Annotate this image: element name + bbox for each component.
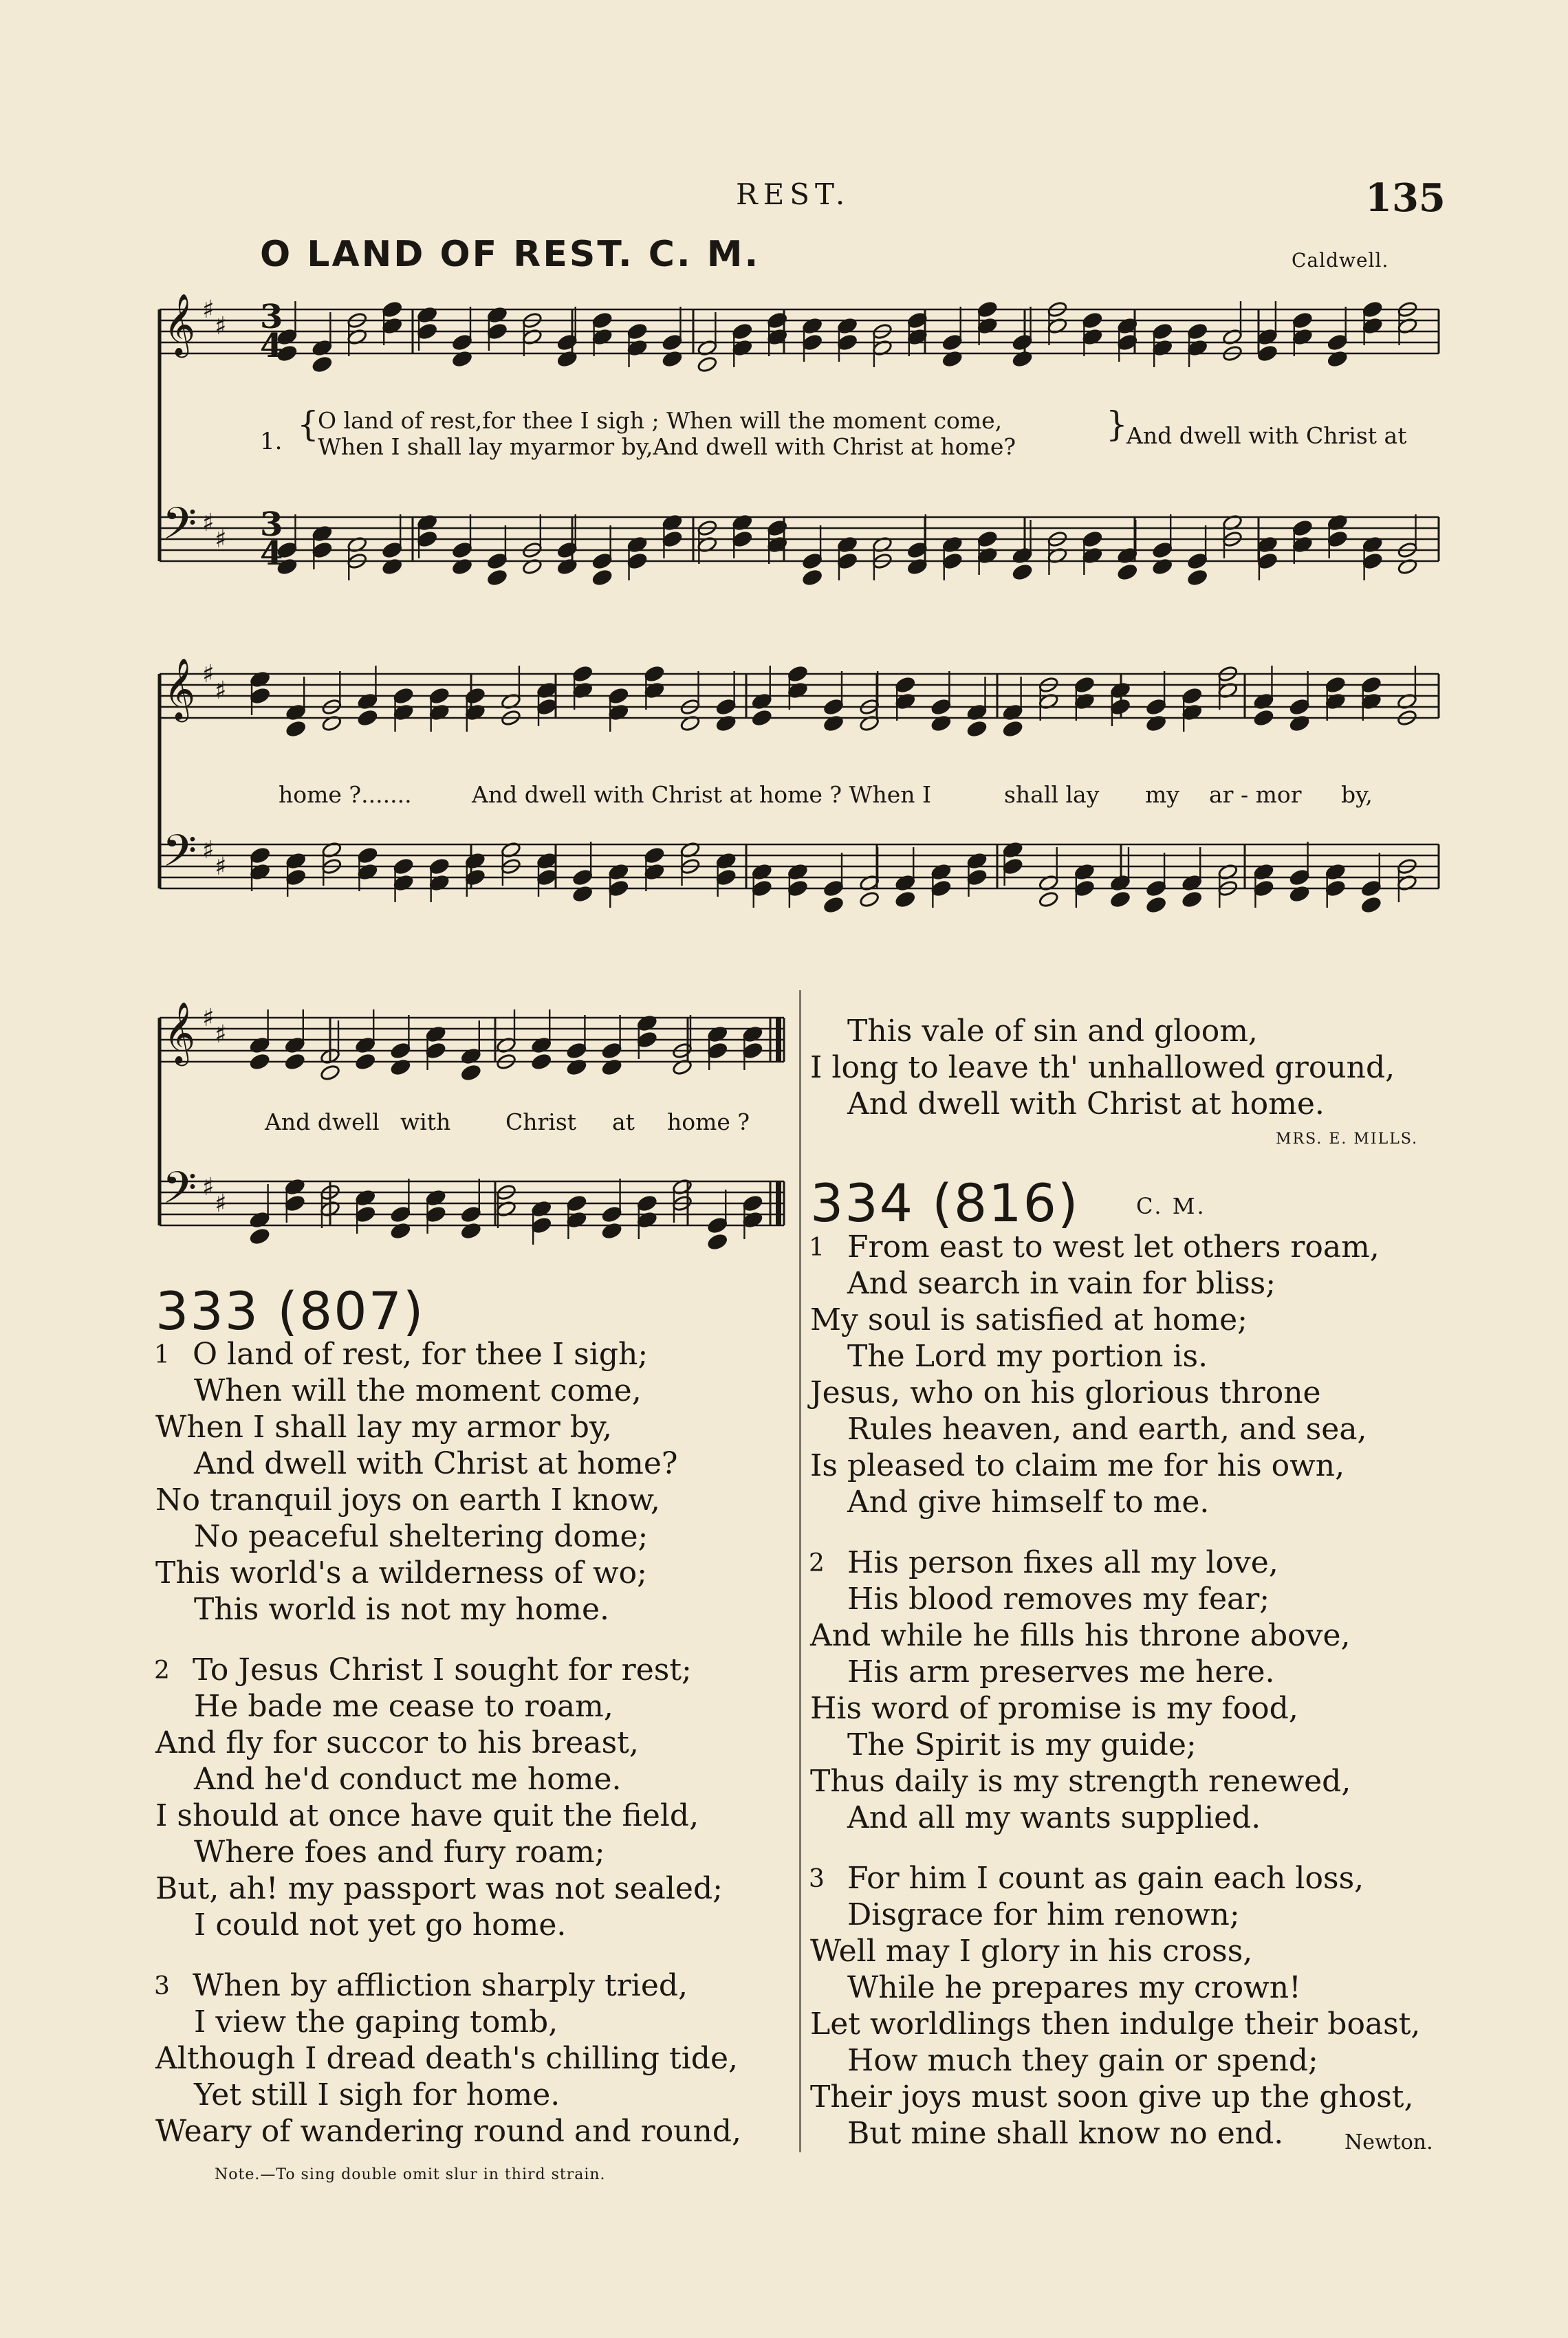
bass-note xyxy=(487,569,508,586)
lyric-s3-d: at xyxy=(612,1108,635,1135)
hymn-333-number: 333 (807) xyxy=(155,1280,425,1342)
bass-note xyxy=(895,891,915,908)
lyric-s3-a: And dwell xyxy=(265,1108,380,1135)
sharp-icon: ♯ xyxy=(215,853,227,881)
bass-note xyxy=(429,857,450,875)
bass-note xyxy=(802,569,823,586)
bass-note xyxy=(1082,530,1102,547)
bass-note xyxy=(393,857,413,875)
hymn-334-meter: C. M. xyxy=(1136,1193,1206,1219)
time-sig-top-bass: 3 xyxy=(260,505,283,544)
hymn-333-stanza-number: 3 xyxy=(154,1972,170,2000)
bass-note xyxy=(357,846,378,864)
treble-note xyxy=(557,334,578,351)
treble-note xyxy=(390,1042,411,1059)
bass-note xyxy=(1117,563,1137,580)
treble-note xyxy=(1110,698,1131,715)
sharp-icon: ♯ xyxy=(202,660,215,688)
hymn-333-verse-line: O land of rest, for thee I sigh; xyxy=(193,1337,649,1372)
treble-note xyxy=(662,334,682,351)
continuation-line: I long to leave th' unhallowed ground, xyxy=(810,1050,1395,1085)
hymn-334-verse-line: Rules heaven, and earth, and sea, xyxy=(847,1412,1367,1447)
hymn-334-verse-line: His person fixes all my love, xyxy=(847,1545,1278,1580)
treble-note xyxy=(461,1064,481,1081)
bass-note xyxy=(601,1205,622,1223)
hymn-334-verse-line: His arm preserves me here. xyxy=(847,1654,1275,1690)
treble-note xyxy=(752,709,772,726)
treble-note xyxy=(837,334,858,351)
hymn-333-verse-line: This world's a wilderness of wo; xyxy=(155,1555,647,1591)
time-signature-bass xyxy=(260,505,283,573)
treble-note xyxy=(487,323,508,340)
bass-note xyxy=(1152,541,1173,558)
bass-note xyxy=(930,880,951,897)
hymn-334-verse-line: And while he fills his throne above, xyxy=(810,1618,1351,1653)
treble-note xyxy=(966,720,987,737)
lyric-s3-c: Christ xyxy=(505,1108,577,1135)
bass-note xyxy=(1361,880,1382,897)
lyric-s3-b: with xyxy=(400,1108,451,1135)
page-number: 135 xyxy=(1365,175,1446,221)
treble-note xyxy=(1012,334,1032,351)
treble-note xyxy=(977,301,997,318)
bass-note xyxy=(285,1194,305,1212)
bass-note xyxy=(1110,891,1131,908)
hymn-334-verse-line: Jesus, who on his glorious throne xyxy=(810,1375,1321,1410)
lyric-s2-b: And dwell with Christ at home ? When I xyxy=(472,781,932,808)
bass-note xyxy=(732,530,752,547)
lyric-refrain: And dwell with Christ at xyxy=(1126,422,1407,449)
treble-note xyxy=(452,334,472,351)
bass-note xyxy=(355,1205,375,1223)
hymn-333-verse-line: I could not yet go home. xyxy=(194,1908,567,1943)
treble-note xyxy=(697,356,717,373)
treble-note xyxy=(1253,709,1274,726)
time-signature-treble xyxy=(260,298,283,365)
treble-note xyxy=(732,323,752,340)
treble-note xyxy=(1289,698,1309,715)
bass-note xyxy=(787,880,808,897)
bass-note xyxy=(390,1205,411,1223)
hymn-333-verse-line: And he'd conduct me home. xyxy=(194,1762,622,1797)
treble-note xyxy=(1327,334,1348,351)
treble-note xyxy=(320,1064,340,1081)
bass-note xyxy=(942,552,963,569)
lyric-line-2: When I shall lay myarmor by,And dwell with Christ at home? xyxy=(318,433,1016,460)
lyric-s2-a: home ?....... xyxy=(279,781,412,808)
treble-note xyxy=(1292,312,1313,329)
treble-clef-icon: 𝄞 xyxy=(164,1002,196,1064)
treble-note xyxy=(285,720,306,737)
treble-note xyxy=(1002,720,1023,737)
treble-note xyxy=(930,698,951,715)
treble-clef-icon: 𝄞 xyxy=(164,658,196,720)
hymn-333-verse-line: Where foes and fury roam; xyxy=(194,1835,605,1870)
bass-note xyxy=(531,1216,552,1234)
bass-note xyxy=(1187,569,1208,586)
bass-note xyxy=(823,896,844,913)
lyric-s3-e: home ? xyxy=(667,1108,750,1135)
bass-note xyxy=(1292,519,1313,536)
treble-note xyxy=(1146,698,1166,715)
bass-note xyxy=(249,1227,270,1245)
hymn-334-verse-line: And all my wants supplied. xyxy=(847,1800,1261,1835)
hymn-334-verse-line: Is pleased to claim me for his own, xyxy=(810,1448,1345,1483)
treble-note xyxy=(566,1042,587,1059)
treble-note xyxy=(382,301,402,318)
sharp-icon: ♯ xyxy=(215,525,227,554)
hymn-333-verse-line: I should at once have quit the field, xyxy=(155,1798,699,1833)
sharp-icon: ♯ xyxy=(215,1190,227,1218)
bass-note xyxy=(566,1194,587,1212)
treble-note xyxy=(393,687,413,704)
hymn-334-verse-line: Thus daily is my strength renewed, xyxy=(810,1764,1351,1799)
hymn-334-verse-line: And give himself to me. xyxy=(847,1485,1210,1520)
treble-note xyxy=(591,312,612,329)
sharp-icon: ♯ xyxy=(202,509,215,537)
hymn-333-verse-line: Yet still I sigh for home. xyxy=(194,2077,560,2112)
sharp-icon: ♯ xyxy=(215,1020,227,1049)
hymn-334-verse-line: Well may I glory in his cross, xyxy=(810,1934,1253,1969)
time-sig-bottom-bass: 4 xyxy=(260,534,283,573)
hymn-333-verse-line: And fly for succor to his breast, xyxy=(155,1725,639,1760)
hymn-333-verse-line: No tranquil joys on earth I know, xyxy=(155,1483,660,1518)
hymn-334-number: 334 (816) xyxy=(810,1172,1080,1234)
treble-note xyxy=(707,1042,728,1059)
treble-note xyxy=(1152,323,1173,340)
treble-note xyxy=(536,698,557,715)
hymn-333-verse-line: But, ah! my passport was not sealed; xyxy=(155,1871,723,1906)
treble-note xyxy=(1074,676,1095,693)
bass-note xyxy=(627,552,647,569)
bass-note xyxy=(250,846,270,864)
hymn-334-verse-line: The Spirit is my guide; xyxy=(847,1727,1197,1762)
hymn-334-verse-line: While he prepares my crown! xyxy=(847,1970,1301,2005)
treble-note xyxy=(627,323,647,340)
treble-note xyxy=(1257,345,1278,362)
treble-note xyxy=(312,356,332,373)
treble-note xyxy=(895,676,915,693)
bass-note xyxy=(452,541,472,558)
treble-note xyxy=(1082,312,1102,329)
bass-note xyxy=(536,868,557,886)
hymn-334-verse-line: His word of promise is my food, xyxy=(810,1691,1298,1726)
hymn-333-verse-line: Although I dread death's chilling tide, xyxy=(155,2041,738,2076)
sharp-icon: ♯ xyxy=(215,312,227,340)
bass-note xyxy=(837,552,858,569)
treble-note xyxy=(249,1053,270,1070)
hymn-334-stanza-number: 1 xyxy=(809,1234,825,1262)
treble-note xyxy=(531,1053,552,1070)
composer: Caldwell. xyxy=(1292,249,1389,272)
hymn-334-verse-line: And search in vain for bliss; xyxy=(847,1266,1276,1301)
hymn-333-verse-line: He bade me cease to roam, xyxy=(194,1689,613,1724)
hymn-333-author: MRS. E. MILLS. xyxy=(1276,1130,1419,1148)
bass-note xyxy=(742,1194,763,1212)
treble-note xyxy=(572,665,593,682)
bass-note xyxy=(608,880,629,897)
bass-clef-icon: 𝄢 xyxy=(162,1163,197,1225)
hymn-333-verse-line: When I shall lay my armor by, xyxy=(155,1410,612,1445)
bass-note xyxy=(1257,552,1278,569)
bass-note xyxy=(461,1205,481,1223)
bass-clef-icon: 𝄢 xyxy=(162,499,197,560)
sharp-icon: ♯ xyxy=(202,296,215,324)
hymn-333-stanza-number: 2 xyxy=(154,1657,170,1685)
bass-note xyxy=(1187,552,1208,569)
bass-note xyxy=(977,530,997,547)
bass-note xyxy=(417,530,437,547)
hymn-334-verse-line: Let worldlings then indulge their boast, xyxy=(810,2007,1421,2042)
bass-note xyxy=(966,868,987,886)
hymn-334-verse-line: For him I count as gain each loss, xyxy=(847,1861,1364,1896)
bass-note xyxy=(637,1194,657,1212)
bass-note xyxy=(312,541,332,558)
bass-note xyxy=(1362,552,1382,569)
continuation-line: And dwell with Christ at home. xyxy=(847,1086,1325,1122)
continuation-line: This vale of sin and gloom, xyxy=(847,1014,1258,1049)
footnote: Note.—To sing double omit slur in third strain. xyxy=(215,2166,606,2183)
hymn-334-stanza-number: 2 xyxy=(809,1549,825,1577)
bass-note xyxy=(662,530,682,547)
bass-note xyxy=(752,880,772,897)
hymn-334-verse-line: How much they gain or spend; xyxy=(847,2043,1318,2078)
lyric-line-1: O land of rest,for thee I sigh ; When will the moment come, xyxy=(318,407,1003,434)
tune-title: O LAND OF REST. C. M. xyxy=(260,234,761,275)
lyric-s2-e: ar - mor xyxy=(1209,781,1302,808)
hymn-334-verse-line: The Lord my portion is. xyxy=(847,1339,1208,1374)
treble-note xyxy=(417,323,437,340)
treble-note xyxy=(942,334,963,351)
hymn-334-verse-line: His blood removes my fear; xyxy=(847,1582,1270,1617)
bass-note xyxy=(591,552,612,569)
treble-note xyxy=(1325,676,1346,693)
treble-note xyxy=(644,665,664,682)
hymn-333-verse-line: I view the gaping tomb, xyxy=(194,2004,558,2040)
bass-note xyxy=(1146,896,1166,913)
hymn-333-verse-line: Weary of wandering round and round, xyxy=(155,2114,742,2149)
treble-note xyxy=(787,665,808,682)
treble-note xyxy=(637,1031,657,1048)
hymn-333-verse-line: This world is not my home. xyxy=(194,1592,610,1627)
treble-note xyxy=(429,687,450,704)
bass-note xyxy=(1253,880,1274,897)
hymn-334-author: Newton. xyxy=(1344,2130,1433,2154)
hymn-334-stanza-number: 3 xyxy=(809,1865,825,1893)
hymn-333-verse-line: And dwell with Christ at home? xyxy=(194,1446,678,1481)
treble-note xyxy=(601,1042,622,1059)
hymn-334-verse-line: Their joys must soon give up the ghost, xyxy=(810,2079,1414,2115)
treble-note xyxy=(357,709,378,726)
time-sig-top: 3 xyxy=(260,298,283,336)
hymn-334-verse-line: My soul is satisfied at home; xyxy=(810,1302,1248,1337)
bass-note xyxy=(1038,891,1059,908)
treble-clef-icon: 𝄞 xyxy=(164,294,196,356)
brace-left-icon: { xyxy=(297,404,319,444)
bass-note xyxy=(1002,857,1023,875)
bass-note xyxy=(1327,530,1348,547)
treble-note xyxy=(823,698,844,715)
bass-note xyxy=(487,552,508,569)
sharp-icon: ♯ xyxy=(202,1004,215,1032)
bass-note xyxy=(382,541,402,558)
treble-note xyxy=(1361,676,1382,693)
sharp-icon: ♯ xyxy=(215,677,227,705)
bass-note xyxy=(1325,880,1346,897)
lyric-s2-f: by, xyxy=(1341,781,1373,808)
hymn-333-stanza-number: 1 xyxy=(154,1341,170,1369)
sharp-icon: ♯ xyxy=(202,836,215,864)
treble-note xyxy=(1362,301,1382,318)
hymn-334-verse-line: From east to west let others roam, xyxy=(847,1230,1380,1265)
bass-note xyxy=(715,868,736,886)
time-sig-bottom: 4 xyxy=(260,327,283,365)
lyric-s2-c: shall lay xyxy=(1004,781,1100,808)
bass-note xyxy=(1012,563,1032,580)
bass-note xyxy=(1182,891,1202,908)
treble-note xyxy=(608,687,629,704)
treble-note xyxy=(715,698,736,715)
treble-note xyxy=(285,1053,305,1070)
bass-note xyxy=(465,868,486,886)
bass-note xyxy=(285,868,306,886)
hymn-333-verse-line: No peaceful sheltering dome; xyxy=(194,1519,649,1554)
treble-note xyxy=(1182,687,1202,704)
bass-note xyxy=(823,880,844,897)
bass-clef-icon: 𝄢 xyxy=(162,826,197,888)
bass-note xyxy=(1289,868,1309,886)
treble-note xyxy=(465,687,486,704)
hymn-334-verse-line: Disgrace for him renown; xyxy=(847,1897,1240,1932)
hymn-334-verse-line: But mine shall know no end. xyxy=(847,2116,1284,2151)
column-divider xyxy=(799,990,801,2152)
lyric-s2-d: my xyxy=(1145,781,1179,808)
hymn-333-verse-line: When by affliction sharply tried, xyxy=(193,1968,688,2003)
bass-note xyxy=(1074,880,1095,897)
treble-note xyxy=(425,1042,446,1059)
running-head: REST. xyxy=(736,177,851,211)
bass-note xyxy=(1146,880,1166,897)
bass-note xyxy=(557,541,578,558)
bass-note xyxy=(425,1205,446,1223)
treble-note xyxy=(742,1042,763,1059)
treble-note xyxy=(250,687,270,704)
bass-note xyxy=(802,552,823,569)
stanza-number: 1. xyxy=(260,428,283,455)
treble-note xyxy=(802,334,823,351)
bass-note xyxy=(859,891,880,908)
bass-note xyxy=(707,1216,728,1234)
sharp-icon: ♯ xyxy=(202,1173,215,1201)
bass-note xyxy=(644,846,664,864)
treble-note xyxy=(1187,323,1208,340)
hymn-333-verse-line: When will the moment come, xyxy=(194,1373,642,1408)
bass-note xyxy=(572,868,593,886)
bass-note xyxy=(707,1233,728,1250)
treble-note xyxy=(355,1053,375,1070)
brace-right-icon: } xyxy=(1106,404,1128,444)
bass-note xyxy=(1361,896,1382,913)
hymn-333-verse-line: To Jesus Christ I sought for rest; xyxy=(193,1652,692,1687)
bass-note xyxy=(591,569,612,586)
